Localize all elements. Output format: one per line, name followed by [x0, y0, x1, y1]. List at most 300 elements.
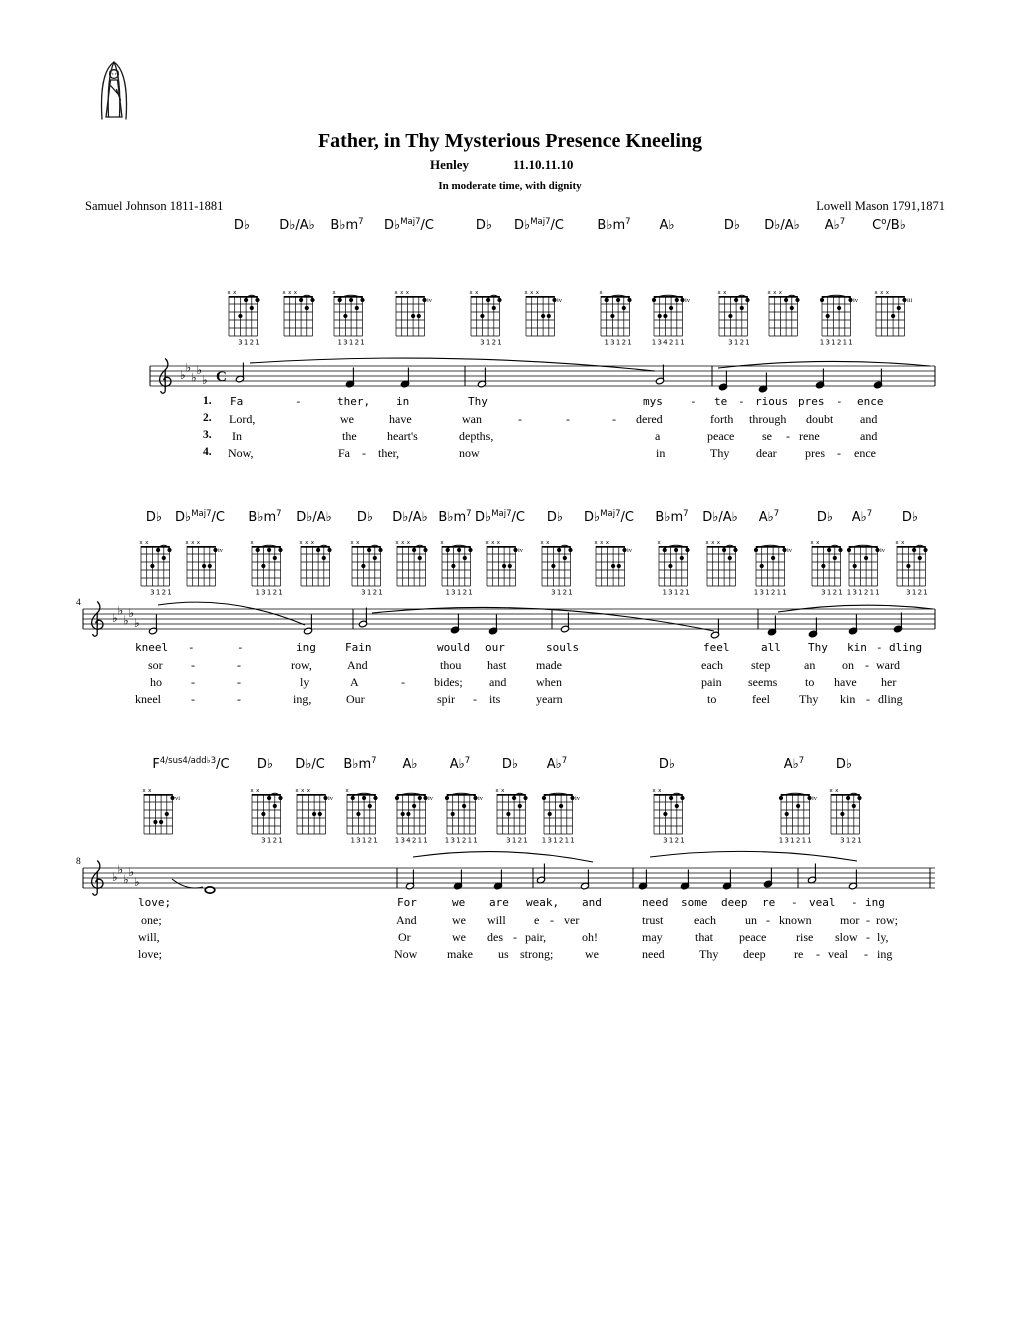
lyric-word: Our [346, 692, 365, 706]
muted-string-mark: x [306, 788, 311, 794]
finger-dot [663, 812, 667, 816]
chord-diagram [829, 788, 861, 845]
slur [718, 361, 930, 368]
muted-string-mark: x [148, 788, 152, 794]
lyric-word: rise [796, 930, 814, 944]
lyric-word: ther, [378, 446, 400, 460]
fingering-digit: 1 [361, 836, 367, 845]
lyric-word: A [350, 675, 359, 689]
fingering-digit: 1 [423, 836, 428, 845]
lyric-word: e [534, 913, 540, 927]
finger-dot [170, 796, 174, 800]
finger-dot [722, 548, 726, 552]
muted-string-mark: x [299, 540, 303, 546]
muted-string-mark: x [496, 540, 501, 546]
flat-sign: ♭ [112, 870, 118, 884]
finger-dot [338, 298, 342, 302]
fingering-digit: 3 [261, 836, 266, 845]
lyric-word: one; [141, 913, 162, 927]
finger-dot [305, 306, 309, 310]
muted-string-mark: x [829, 788, 833, 794]
lyric-word: ence [854, 446, 876, 460]
muted-string-mark: x [295, 788, 299, 794]
lyric-word: hast [487, 658, 507, 672]
lyric-word: - [518, 412, 522, 426]
staff-system [76, 598, 935, 639]
finger-dot [728, 556, 732, 560]
chord-diagram [810, 540, 842, 597]
finger-dot [902, 298, 906, 302]
fingering-digit: 1 [444, 836, 450, 845]
fingering-digit: 1 [360, 338, 365, 347]
finger-dot [373, 796, 377, 800]
lyric-word: peace [707, 429, 735, 443]
fingering-digit: 2 [674, 836, 680, 845]
lyric-word: - [295, 395, 302, 408]
lyric-word: ward [876, 658, 900, 672]
chord-diagram [394, 290, 432, 336]
chord-label: $B♭m^7$ [343, 756, 377, 772]
lyric-word: - [362, 446, 366, 460]
muted-string-mark: x [901, 540, 905, 546]
fingering-digit: 1 [570, 836, 575, 845]
finger-dot [373, 556, 377, 560]
finger-dot [570, 796, 574, 800]
fingering-digit: 1 [485, 338, 491, 347]
finger-dot [745, 298, 749, 302]
chord-diagram [227, 290, 259, 347]
finger-dot [821, 564, 825, 568]
finger-dot [847, 548, 851, 552]
chord-diagram [524, 290, 562, 336]
chord-label: D♭/A♭ [702, 510, 738, 525]
muted-string-mark: x [605, 540, 610, 546]
muted-string-mark: x [196, 540, 201, 546]
fingering-digit: 1 [266, 836, 272, 845]
finger-dot [857, 796, 861, 800]
muted-string-mark: x [874, 290, 878, 296]
chord-diagram [139, 540, 171, 597]
lyric-word: Lord, [229, 412, 256, 426]
muted-string-mark: x [469, 290, 473, 296]
fingering-digit: 2 [770, 588, 776, 597]
fingering-digit: 2 [249, 338, 255, 347]
lyric-word: pair, [525, 930, 547, 944]
finger-dot [492, 306, 496, 310]
lyric-word: Or [398, 930, 411, 944]
lyric-word: deep [743, 947, 766, 961]
lyric-word: des [487, 930, 503, 944]
lyric-word: her [881, 675, 897, 689]
finger-dot [559, 804, 563, 808]
lyricist-credit: Samuel Johnson 1811-1881 [85, 199, 224, 213]
lyric-word: dling [878, 692, 903, 706]
finger-dot [368, 804, 372, 808]
finger-dot [668, 564, 672, 568]
lyric-word: Thy [468, 395, 488, 408]
muted-string-mark: x [835, 788, 839, 794]
finger-dot [848, 298, 852, 302]
muted-string-mark: x [256, 788, 260, 794]
fingering-digit: 2 [562, 588, 568, 597]
fingering-digit: 1 [651, 338, 657, 347]
lyric-word: - [566, 412, 570, 426]
lyric-word: mys [643, 395, 663, 408]
lyric-word: - [237, 641, 244, 654]
lyric-word: - [866, 913, 870, 927]
finger-dot [827, 548, 831, 552]
lyric-word: re [794, 947, 804, 961]
finger-dot [541, 314, 545, 318]
fret-position-label: iv [557, 297, 563, 304]
chord-label: A♭$^7$ [758, 509, 780, 525]
muted-string-mark: x [250, 540, 254, 546]
fingering-digit: 3 [150, 588, 155, 597]
finger-dot [680, 298, 684, 302]
muted-string-mark: x [345, 788, 349, 794]
lyric-word: souls [546, 641, 580, 654]
finger-dot [875, 548, 879, 552]
fingering-digit: 1 [848, 338, 853, 347]
finger-dot [680, 796, 684, 800]
lyric-word: love; [138, 947, 162, 961]
finger-dot [423, 548, 427, 552]
muted-string-mark: x [594, 540, 598, 546]
fingering-digit: 1 [468, 588, 473, 597]
finger-dot [728, 314, 732, 318]
muted-string-mark: x [767, 290, 771, 296]
lyric-word: Fain [345, 641, 372, 654]
chord-label: D♭ [546, 510, 564, 525]
fingering-digit: 3 [906, 588, 911, 597]
fingering-digit: 2 [679, 588, 685, 597]
lyric-word: - [766, 913, 770, 927]
fingering-digit: 2 [851, 836, 857, 845]
fingering-digit: 4 [663, 338, 668, 347]
lyric-word: row, [291, 658, 312, 672]
finger-dot [451, 812, 455, 816]
finger-dot [675, 804, 679, 808]
fingering-digit: 3 [852, 588, 857, 597]
chord-diagram [440, 540, 472, 597]
lyric-word: ence [857, 395, 884, 408]
finger-dot [617, 564, 621, 568]
fingering-digit: 1 [807, 836, 812, 845]
chord-diagram [767, 290, 799, 336]
flat-sign: ♭ [117, 862, 124, 877]
chord-label: D♭ [723, 218, 741, 233]
muted-string-mark: x [142, 788, 146, 794]
finger-dot [261, 564, 265, 568]
finger-dot [273, 556, 277, 560]
fingering-digit: 3 [506, 836, 511, 845]
fingering-digit: 1 [556, 588, 562, 597]
finger-dot [675, 298, 679, 302]
muted-string-mark: x [657, 540, 661, 546]
fret-position-label: iii [907, 297, 913, 304]
finger-dot [785, 812, 789, 816]
lyric-word: - [237, 675, 241, 689]
muted-string-mark: x [773, 290, 777, 296]
lyric-word: heart's [387, 429, 418, 443]
fingering-digit: 1 [350, 836, 355, 845]
lyric-word: pain [701, 675, 722, 689]
fingering-digit: 1 [278, 588, 283, 597]
chord-diagram [652, 788, 684, 845]
lyric-word: - [473, 692, 477, 706]
finger-dot [202, 564, 206, 568]
chord-label: $B♭m^7$ [597, 217, 631, 233]
fingering-digit: 3 [361, 588, 366, 597]
lyric-word: and [860, 412, 878, 426]
muted-string-mark: x [475, 290, 479, 296]
fingering-digit: 1 [685, 588, 690, 597]
muted-string-mark: x [658, 788, 662, 794]
lyric-word: have [834, 675, 857, 689]
fingering-digit: 1 [673, 588, 679, 597]
lyric-word: some [681, 896, 708, 909]
finger-dot [411, 314, 415, 318]
fingering-digit: 3 [657, 338, 662, 347]
finger-dot [423, 796, 427, 800]
chord-diagram [895, 540, 927, 597]
verse-number: 4. [203, 446, 212, 458]
finger-dot [267, 548, 271, 552]
finger-dot [820, 298, 824, 302]
lyric-word: will, [138, 930, 160, 944]
finger-dot [557, 548, 561, 552]
finger-dot [627, 298, 631, 302]
lyric-word: dling [889, 641, 923, 654]
fret-position-label: iv [880, 547, 886, 554]
chord-label: A♭$^7$ [824, 217, 846, 233]
chord-diagram [657, 540, 689, 597]
finger-dot [790, 306, 794, 310]
lyric-word: we [452, 930, 466, 944]
finger-dot [837, 306, 841, 310]
fingering-digit: 1 [776, 588, 782, 597]
fingering-digit: 1 [826, 588, 832, 597]
lyric-word: now [459, 446, 480, 460]
finger-dot [310, 298, 314, 302]
chord-label: D♭ [475, 218, 493, 233]
lyric-word: we [452, 913, 466, 927]
finger-dot [468, 548, 472, 552]
finger-dot [362, 796, 366, 800]
fret-position-label: iv [787, 547, 793, 554]
finger-dot [523, 796, 527, 800]
muted-string-mark: x [139, 540, 143, 546]
finger-dot [412, 548, 416, 552]
lyric-word: love; [138, 896, 172, 909]
fingering-digit: 1 [753, 588, 759, 597]
lyric-word: - [865, 658, 869, 672]
finger-dot [497, 298, 501, 302]
lyric-word: each [694, 913, 716, 927]
lyric-word: - [191, 658, 195, 672]
fingering-digit: 1 [394, 836, 400, 845]
finger-dot [208, 564, 212, 568]
lyric-word: rene [799, 429, 820, 443]
finger-dot [446, 548, 450, 552]
chord-label: D♭ [145, 510, 163, 525]
chord-label: A♭$^7$ [449, 756, 471, 772]
fingering-digit: 1 [662, 588, 667, 597]
lyric-word: when [536, 675, 562, 689]
lyric-word: rious [755, 395, 789, 408]
lyric-word: all [761, 641, 781, 654]
chord-label: D♭$^{Maj7}$/C [475, 509, 525, 525]
fingering-digit: 1 [790, 836, 795, 845]
fingering-digit: 2 [832, 588, 838, 597]
muted-string-mark: x [599, 290, 603, 296]
finger-dot [542, 796, 546, 800]
finger-dot [734, 298, 738, 302]
fingering-digit: 1 [255, 338, 260, 347]
finger-dot [473, 796, 477, 800]
fingering-digit: 1 [456, 588, 462, 597]
lyric-word: - [513, 930, 517, 944]
fingering-digit: 1 [842, 338, 848, 347]
fingering-digit: 2 [668, 338, 674, 347]
finger-dot [378, 548, 382, 552]
finger-dot [610, 314, 614, 318]
fingering-digit: 1 [255, 588, 260, 597]
fingering-digit: 1 [845, 836, 851, 845]
fingering-digit: 1 [911, 588, 917, 597]
staff-system [76, 851, 935, 895]
fingering-digit: 1 [846, 588, 852, 597]
fret-position-label: iv [575, 795, 581, 802]
finger-dot [261, 812, 265, 816]
finger-dot [360, 298, 364, 302]
fingering-digit: 2 [863, 588, 869, 597]
fingering-digit: 1 [497, 338, 502, 347]
lyric-word: we [340, 412, 354, 426]
lyric-word: - [738, 395, 745, 408]
fingering-digit: 1 [831, 338, 836, 347]
lyric-word: bides; [434, 675, 463, 689]
lyric-word: Thy [799, 692, 819, 706]
lyric-word: Thy [710, 446, 730, 460]
finger-dot [418, 556, 422, 560]
lyric-word: and [860, 429, 878, 443]
muted-string-mark: x [395, 540, 399, 546]
chord-diagram [469, 290, 501, 347]
fingering-digit: 3 [784, 836, 789, 845]
muted-string-mark: x [524, 290, 528, 296]
chord-label: D♭/A♭ [392, 510, 428, 525]
lyric-word: - [851, 896, 858, 909]
finger-dot [323, 796, 327, 800]
finger-dot [833, 556, 837, 560]
fingering-digit: 1 [604, 338, 609, 347]
lyric-word: te [714, 395, 728, 408]
fingering-digit: 1 [155, 588, 161, 597]
chord-diagram [299, 540, 331, 586]
flat-sign: ♭ [134, 616, 140, 630]
finger-dot [622, 306, 626, 310]
muted-string-mark: x [282, 290, 286, 296]
finger-dot [897, 306, 901, 310]
finger-dot [238, 314, 242, 318]
finger-dot [327, 548, 331, 552]
staff-system [150, 358, 935, 393]
lyric-word: veal [809, 896, 836, 909]
lyric-word: trust [642, 913, 664, 927]
lyric-word: in [656, 446, 666, 460]
lyric-word: are [489, 896, 509, 909]
fingering-digit: 1 [615, 338, 621, 347]
verse-number: 1. [203, 395, 212, 407]
chord-label: D♭ [816, 510, 834, 525]
lyric-word: to [805, 675, 815, 689]
lyric-word: kin [847, 641, 867, 654]
muted-string-mark: x [356, 540, 360, 546]
lyric-word: - [401, 675, 405, 689]
finger-dot [351, 796, 355, 800]
lyric-word: us [498, 947, 509, 961]
fingering-digit: 3 [825, 338, 830, 347]
finger-dot [312, 812, 316, 816]
muted-string-mark: x [145, 540, 149, 546]
chord-diagram [652, 295, 691, 346]
lyric-word: step [751, 658, 771, 672]
lyric-word: need [642, 947, 665, 961]
finger-dot [167, 548, 171, 552]
fingering-digit: 1 [819, 338, 825, 347]
lyric-word: an [804, 658, 816, 672]
finger-dot [771, 556, 775, 560]
fingering-digit: 2 [739, 338, 745, 347]
finger-dot [826, 314, 830, 318]
lyric-word: ther, [337, 395, 371, 408]
fingering-digit: 2 [367, 836, 373, 845]
lyric-word: un [745, 913, 757, 927]
muted-string-mark: x [600, 540, 604, 546]
chord-label: A♭$^7$ [851, 509, 873, 525]
fingering-digit: 3 [400, 836, 405, 845]
chord-diagram [485, 540, 523, 586]
chord-label: D♭/C [295, 757, 325, 772]
lyric-word: Thy [699, 947, 719, 961]
lyric-word: weak, [526, 896, 560, 909]
muted-string-mark: x [880, 290, 884, 296]
lyric-word: oh! [582, 930, 598, 944]
lyric-word: through [749, 412, 787, 426]
lyric-word: the [342, 429, 357, 443]
lyric-word: need [642, 896, 669, 909]
finger-dot [680, 556, 684, 560]
finger-dot [255, 298, 259, 302]
whole-note [205, 887, 215, 893]
muted-string-mark: x [546, 540, 550, 546]
fingering-digit: 3 [547, 836, 552, 845]
chord-diagram [332, 290, 364, 347]
lyric-word: feel [703, 641, 730, 654]
muted-string-mark: x [405, 290, 410, 296]
muted-string-mark: x [400, 290, 404, 296]
chord-diagram [542, 793, 581, 844]
tempo-marking: In moderate time, with dignity [438, 180, 582, 192]
fret-position-label: iv [853, 297, 859, 304]
fingering-digit: 1 [337, 338, 342, 347]
lyric-word: dered [636, 412, 663, 426]
fingering-digit: 3 [480, 338, 485, 347]
fret-position-label: iv [218, 547, 224, 554]
finger-dot [273, 804, 277, 808]
fingering-digit: 2 [461, 836, 467, 845]
